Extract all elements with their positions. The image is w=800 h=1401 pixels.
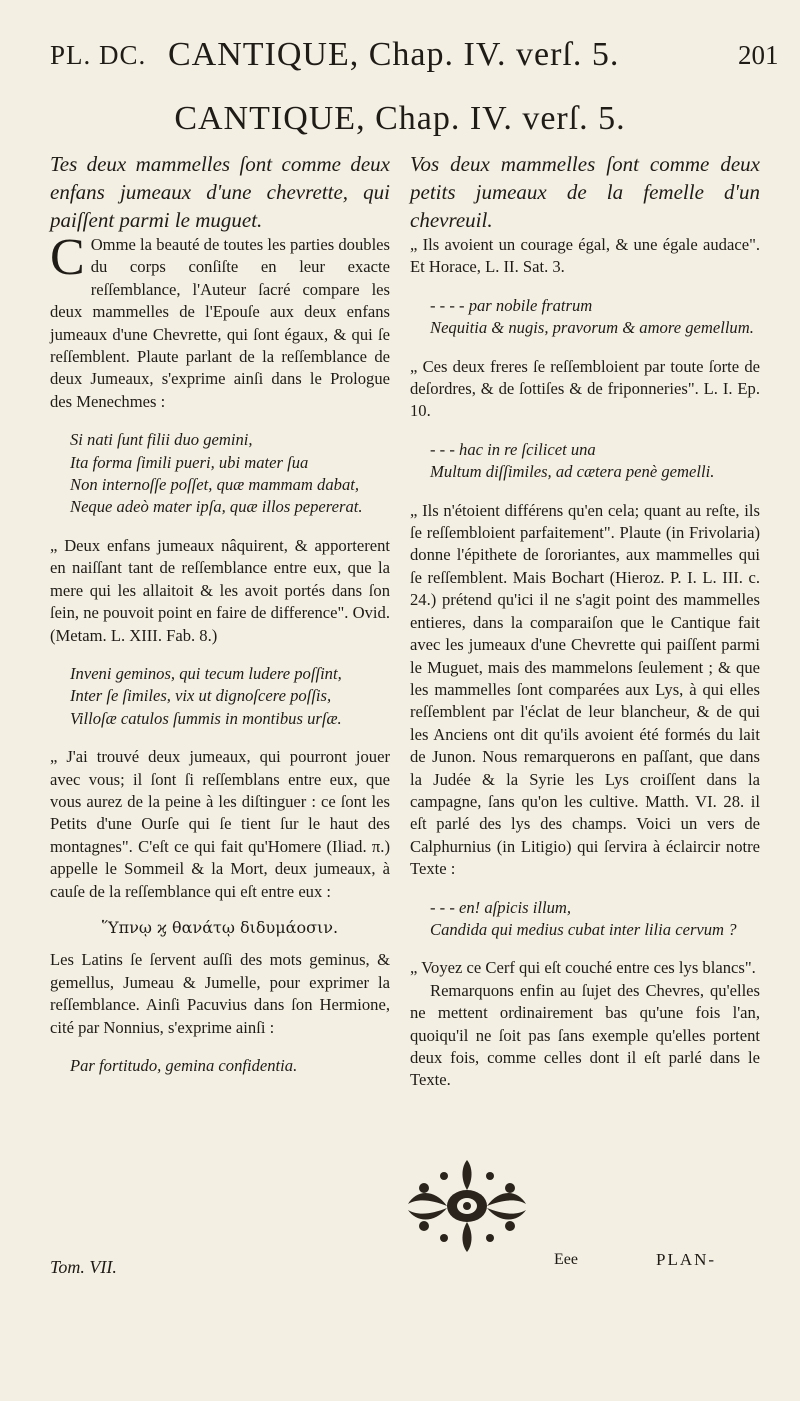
latin-verse-ovid	[50, 663, 390, 730]
greek-quotation: Ὕπνῳ ϗ θανάτῳ διδυμάοσιν.	[101, 917, 339, 937]
verse-line: Multum diſſimiles, ad cætera penè gemelli.	[430, 462, 715, 482]
translation-quote: „ Ils avoient un courage égal, & une égale audace". Et Horace, L. II. Sat. 3.	[410, 235, 760, 277]
verse-line: Inter ſe ſimiles, vix ut dignoſcere poſſis,	[70, 686, 332, 706]
running-head	[0, 36, 800, 80]
translation-quote: „ Deux enfans jumeaux nâquirent, & apporterent en naiſſant tant de reſſemblance entre eux, que la mere qui les allaitoit & les avoit portés dans ſon ſein, ne pouvoit point en faire de difference". Ovid. (Metam. L. XIII. Fab. 8.)	[50, 535, 390, 645]
commentary-paragraph: Les Latins ſe ſervent auſſi des mots geminus, & gemellus, Jumeau & Jumelle, pour exprimer la reſſemblance. Ainſi Pacuvius dans ſon Hermione, cité par Nonnius, s'exprime ainſi :	[50, 950, 390, 1037]
translation-quote: „ Ces deux freres ſe reſſembloient par toute ſorte de deſordres, & de ſottiſes & de friponneries". L. I. Ep. 10.	[410, 356, 760, 421]
verse-line: - - - en! aſpicis illum,	[430, 897, 572, 917]
latin-verse-pacuvius	[50, 1055, 390, 1077]
latin-verse-plautus	[50, 429, 390, 519]
running-title: CANTIQUE, Chap. IV. verſ. 5.	[168, 36, 620, 73]
floral-ornament-icon	[404, 1158, 530, 1253]
volume-mark: Tom. VII.	[50, 1257, 117, 1277]
latin-verse-calphurnius	[410, 897, 760, 942]
catchword: PLAN-	[656, 1250, 717, 1269]
chapter-title: CANTIQUE, Chap. IV. verſ. 5.	[174, 100, 626, 137]
verse-line: - - - hac in re ſcilicet una	[430, 439, 596, 459]
left-column	[50, 150, 390, 1093]
verse-lede-left: Tes deux mammelles ſont comme deux enfans jumeaux d'une chevrette, qui paiſſent parmi le muguet.	[50, 152, 390, 232]
verse-line: Candida qui medius cubat inter lilia cervum ?	[430, 919, 737, 939]
right-column	[410, 150, 760, 1092]
latin-verse-horace	[410, 295, 760, 340]
translation-quote: „ Ils n'étoient différens qu'en cela; quant au reſte, ils ſe reſſembloient parfaitement". Plaute (in Frivolaria) donne l'épithete de ſororiantes, aux mammelles qui ſe reſſemblent. Mais Bochart (Hieroz. P. I. L. III. c. 24.) prétend qu'ici il ne s'agit point des mammelles entieres, dans la comparaiſon que le Cantique fait avec les jumeaux d'une Chevrette qui paiſſent parmi le Muguet, mais des mammelons ſeulement ; & que les mammelles ſont comparées aux Lys, à qui elles reſſemblent par l'éclat de leur blancheur, & de qui les Anciens ont dit qu'ils avoient été formés du lait de Junon. Nous remarquerons en paſſant, que dans la Judée & la Syrie les Lys croiſſent dans la campagne, ſans qu'on les cultive. Matth. VI. 28. il eſt parlé des lys des champs. Voici un vers de Calphurnius (in Litigio) qui ſervira à éclaircir notre Texte :	[410, 500, 760, 879]
verse-line: Par fortitudo, gemina confidentia.	[70, 1056, 298, 1075]
verse-line: Nequitia & nugis, pravorum & amore gemellum.	[430, 318, 754, 338]
signature-mark: Eee	[554, 1251, 578, 1268]
translation-quote: „ Voyez ce Cerf qui eſt couché entre ces lys blancs".	[410, 958, 756, 978]
paragraph-text: Omme la beauté de toutes les parties doubles du corps conſiſte en leur exacte reſſemblance, l'Auteur ſacré compare les deux mammelles de l'Epouſe aux deux enfans jumeaux d'une Chevrette, qui ſont égaux, & qui ſe reſſemblent. Plaute parlant de la reſſemblance de deux Jumeaux, s'exprime ainſi dans le Prologue des Menechmes :	[50, 235, 390, 411]
drop-cap: C	[50, 229, 85, 286]
verse-line: - - - - par nobile fratrum	[430, 295, 593, 315]
verse-line: Ita forma ſimili pueri, ubi mater ſua	[70, 452, 309, 472]
verse-line: Non internoſſe poſſet, quæ mammam dabat,	[70, 475, 359, 495]
page-number: 201	[738, 40, 779, 70]
commentary-paragraph	[50, 229, 390, 413]
verse-lede-right: Vos deux mammelles ſont comme deux petits jumeaux de la femelle d'un chevreuil.	[410, 152, 760, 232]
verse-line: Neque adeò mater ipſa, quæ illos pepererat.	[70, 497, 363, 517]
plate-reference: PL. DC.	[50, 40, 147, 70]
commentary-paragraph: Remarquons enfin au ſujet des Chevres, qu'elles ne mettent ordinairement bas qu'une fois l'an, quoiqu'il ne ſoit pas ſans exemple qu'elles portent deux fois, comme celles dont il eſt parlé dans le Texte.	[410, 980, 760, 1090]
verse-line: Si nati ſunt filii duo gemini,	[70, 430, 253, 450]
verse-line: Villoſæ catulos ſummis in montibus urſæ.	[70, 708, 342, 728]
verse-line: Inveni geminos, qui tecum ludere poſſint,	[70, 663, 342, 683]
latin-verse-epistle	[410, 439, 760, 484]
translation-quote: „ J'ai trouvé deux jumeaux, qui pourront jouer avec vous; il ſont ſi reſſemblans entre eux, que vous aurez de la peine à les diſtinguer : ce ſont les Petits d'une Ourſe qui ſe tient ſur le haut des montagnes". C'eſt ce qui fait qu'Homere (Iliad. π.) appelle le Sommeil & la Mort, deux jumeaux, à cauſe de la reſſemblance qui eſt entre eux :	[50, 747, 390, 901]
